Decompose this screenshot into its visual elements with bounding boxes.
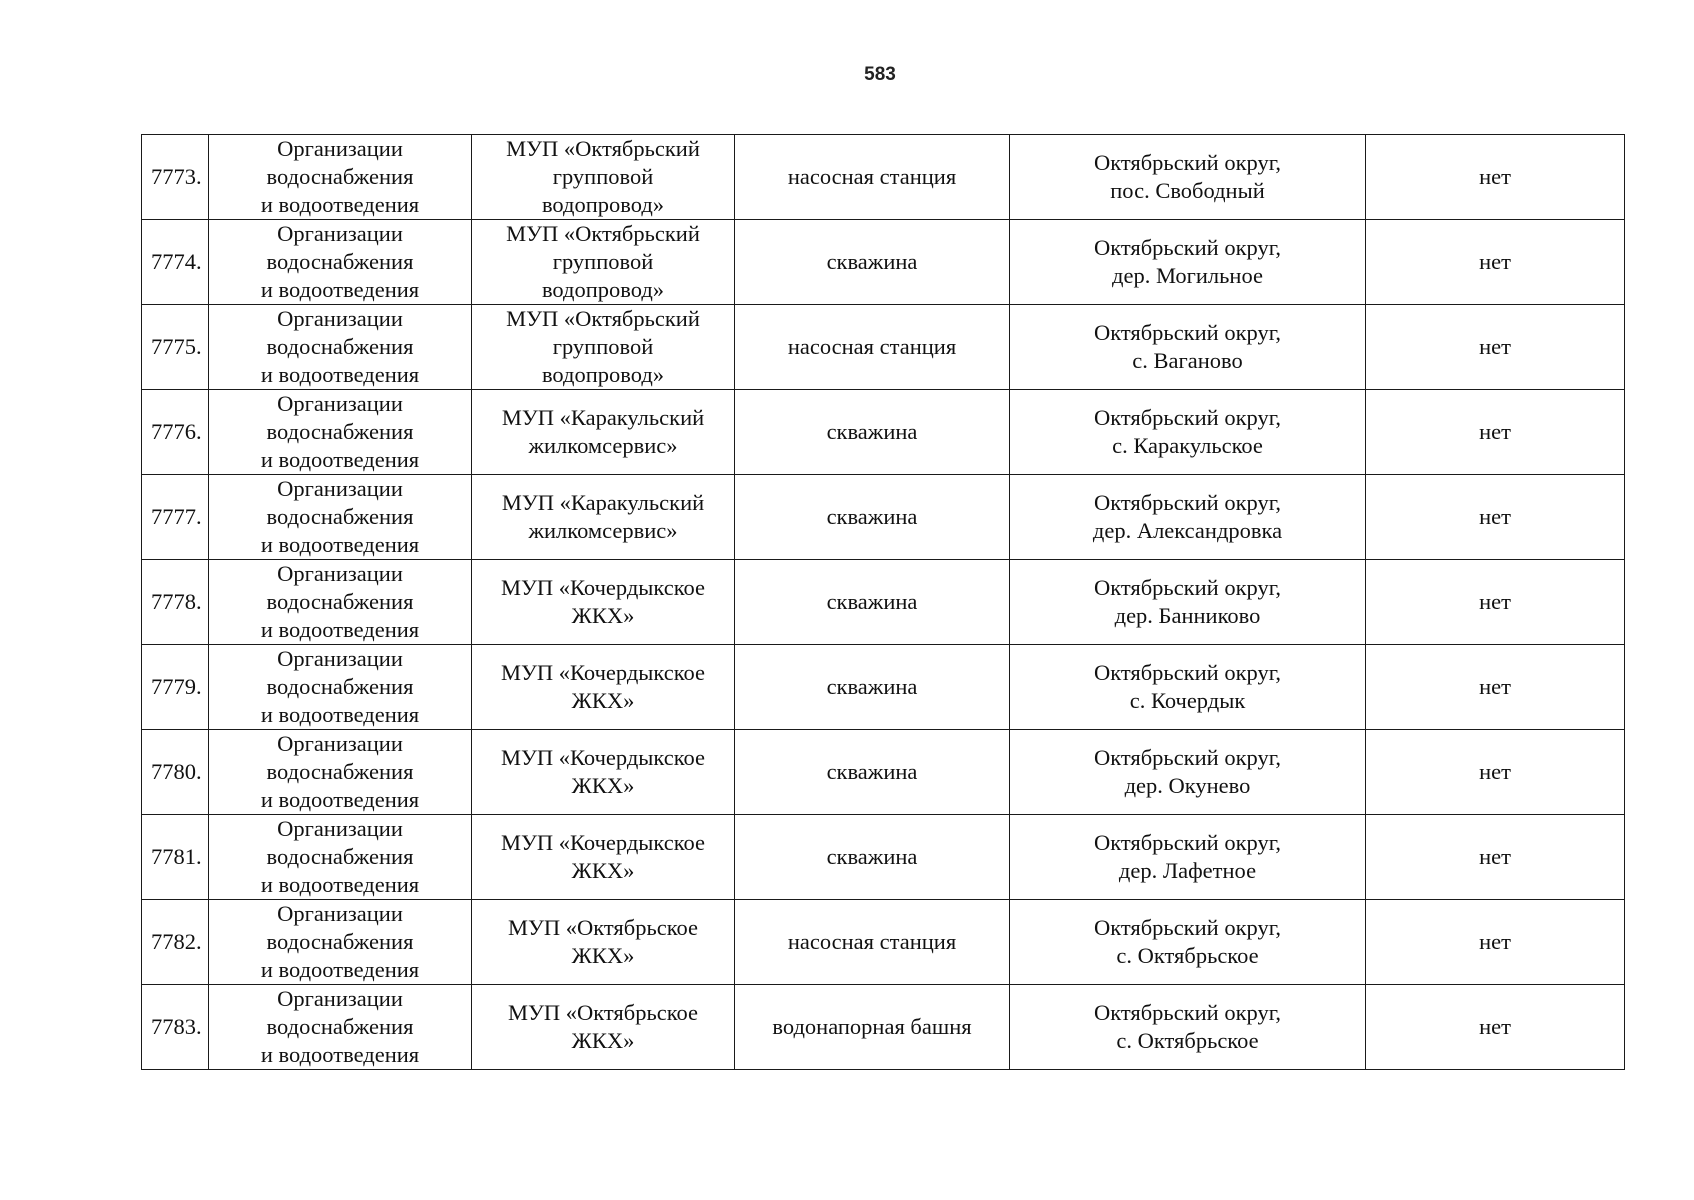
category-cell-line: и водоотведения — [260, 1042, 420, 1067]
category-cell — [209, 220, 472, 305]
organization-cell — [472, 985, 735, 1070]
category-cell-line: и водоотведения — [260, 787, 420, 812]
location-cell — [1010, 475, 1366, 560]
object-cell: насосная станция — [735, 900, 1010, 985]
flag-cell: нет — [1366, 135, 1625, 220]
organization-cell — [472, 560, 735, 645]
organization-cell-line: жилкомсервис» — [528, 433, 678, 458]
organization-cell — [472, 220, 735, 305]
table-body — [142, 135, 1625, 1070]
object-cell: скважина — [735, 815, 1010, 900]
category-cell-line: Организации — [277, 986, 403, 1011]
table-row — [142, 220, 1625, 305]
location-cell — [1010, 135, 1366, 220]
organization-cell — [472, 305, 735, 390]
table-row — [142, 645, 1625, 730]
location-cell-line: дер. Могильное — [1112, 263, 1263, 288]
organization-cell-line: групповой — [552, 334, 654, 359]
row-number-cell: 7776. — [142, 390, 209, 475]
category-cell — [209, 305, 472, 390]
organization-cell-line: МУП «Кочердыкское — [500, 660, 706, 685]
organization-cell-line: водопровод» — [541, 277, 665, 302]
category-cell-line: и водоотведения — [260, 702, 420, 727]
table-row — [142, 390, 1625, 475]
location-cell-line: с. Ваганово — [1132, 348, 1243, 373]
category-cell — [209, 985, 472, 1070]
organization-cell-line: ЖКХ» — [571, 858, 635, 883]
object-cell: скважина — [735, 730, 1010, 815]
table-row — [142, 815, 1625, 900]
category-cell-line: водоснабжения — [266, 334, 414, 359]
location-cell-line: дер. Лафетное — [1118, 858, 1257, 883]
category-cell-line: и водоотведения — [260, 532, 420, 557]
category-cell-line: водоснабжения — [266, 844, 414, 869]
category-cell-line: водоснабжения — [266, 249, 414, 274]
category-cell-line: Организации — [277, 816, 403, 841]
location-cell-line: Октябрьский округ, — [1093, 660, 1282, 685]
category-cell — [209, 475, 472, 560]
flag-cell: нет — [1366, 305, 1625, 390]
category-cell-line: и водоотведения — [260, 617, 420, 642]
row-number-cell: 7778. — [142, 560, 209, 645]
organization-cell-line: ЖКХ» — [571, 688, 635, 713]
row-number-cell: 7777. — [142, 475, 209, 560]
location-cell-line: Октябрьский округ, — [1093, 235, 1282, 260]
category-cell-line: водоснабжения — [266, 674, 414, 699]
category-cell-line: и водоотведения — [260, 277, 420, 302]
category-cell-line: и водоотведения — [260, 872, 420, 897]
organization-cell — [472, 900, 735, 985]
location-cell — [1010, 815, 1366, 900]
table-row — [142, 135, 1625, 220]
flag-cell: нет — [1366, 815, 1625, 900]
category-cell-line: Организации — [277, 476, 403, 501]
flag-cell: нет — [1366, 475, 1625, 560]
object-cell: насосная станция — [735, 135, 1010, 220]
location-cell-line: Октябрьский округ, — [1093, 490, 1282, 515]
location-cell — [1010, 985, 1366, 1070]
category-cell — [209, 815, 472, 900]
row-number-cell: 7774. — [142, 220, 209, 305]
category-cell-line: Организации — [277, 731, 403, 756]
location-cell-line: Октябрьский округ, — [1093, 150, 1282, 175]
category-cell-line: Организации — [277, 391, 403, 416]
row-number-cell: 7780. — [142, 730, 209, 815]
row-number-cell: 7773. — [142, 135, 209, 220]
organization-cell-line: МУП «Октябрьское — [507, 1000, 699, 1025]
object-cell: насосная станция — [735, 305, 1010, 390]
row-number-cell: 7783. — [142, 985, 209, 1070]
organization-cell-line: МУП «Кочердыкское — [500, 830, 706, 855]
category-cell-line: Организации — [277, 136, 403, 161]
organization-cell — [472, 730, 735, 815]
organization-cell-line: МУП «Каракульский — [501, 405, 705, 430]
category-cell-line: водоснабжения — [266, 589, 414, 614]
organization-cell-line: жилкомсервис» — [528, 518, 678, 543]
organization-cell-line: МУП «Кочердыкское — [500, 745, 706, 770]
location-cell — [1010, 220, 1366, 305]
row-number-cell: 7775. — [142, 305, 209, 390]
organization-cell — [472, 815, 735, 900]
organization-cell-line: МУП «Кочердыкское — [500, 575, 706, 600]
location-cell-line: Октябрьский округ, — [1093, 830, 1282, 855]
table-row — [142, 560, 1625, 645]
table-row — [142, 305, 1625, 390]
flag-cell: нет — [1366, 900, 1625, 985]
row-number-cell: 7782. — [142, 900, 209, 985]
table-row — [142, 475, 1625, 560]
organization-cell-line: ЖКХ» — [571, 1028, 635, 1053]
category-cell-line: и водоотведения — [260, 192, 420, 217]
organization-cell-line: групповой — [552, 249, 654, 274]
flag-cell: нет — [1366, 645, 1625, 730]
organization-cell-line: МУП «Октябрьский — [506, 306, 700, 331]
location-cell-line: дер. Окунево — [1124, 773, 1251, 798]
location-cell — [1010, 645, 1366, 730]
location-cell-line: с. Каракульское — [1112, 433, 1263, 458]
location-cell — [1010, 390, 1366, 475]
organization-cell-line: ЖКХ» — [571, 603, 635, 628]
location-cell-line: с. Октябрьское — [1116, 1028, 1259, 1053]
category-cell-line: и водоотведения — [260, 362, 420, 387]
flag-cell: нет — [1366, 560, 1625, 645]
location-cell-line: дер. Александровка — [1092, 518, 1283, 543]
table-row — [142, 985, 1625, 1070]
organization-cell — [472, 645, 735, 730]
location-cell-line: с. Октябрьское — [1116, 943, 1259, 968]
category-cell-line: Организации — [277, 646, 403, 671]
object-cell: скважина — [735, 220, 1010, 305]
category-cell — [209, 390, 472, 475]
category-cell-line: и водоотведения — [260, 447, 420, 472]
category-cell-line: водоснабжения — [266, 1014, 414, 1039]
page-number: 583 — [864, 64, 896, 85]
flag-cell: нет — [1366, 390, 1625, 475]
object-cell: скважина — [735, 560, 1010, 645]
location-cell — [1010, 900, 1366, 985]
organization-cell-line: водопровод» — [541, 362, 665, 387]
organization-cell-line: ЖКХ» — [571, 773, 635, 798]
location-cell-line: Октябрьский округ, — [1093, 575, 1282, 600]
location-cell-line: Октябрьский округ, — [1093, 320, 1282, 345]
object-cell: скважина — [735, 645, 1010, 730]
location-cell-line: Октябрьский округ, — [1093, 745, 1282, 770]
category-cell-line: водоснабжения — [266, 164, 414, 189]
location-cell-line: с. Кочердык — [1129, 688, 1246, 713]
category-cell — [209, 730, 472, 815]
category-cell-line: Организации — [277, 901, 403, 926]
organization-cell — [472, 390, 735, 475]
organization-cell-line: групповой — [552, 164, 654, 189]
category-cell-line: Организации — [277, 561, 403, 586]
category-cell — [209, 645, 472, 730]
category-cell-line: водоснабжения — [266, 759, 414, 784]
object-cell: скважина — [735, 390, 1010, 475]
location-cell-line: дер. Банниково — [1114, 603, 1261, 628]
organization-cell-line: МУП «Октябрьское — [507, 915, 699, 940]
object-cell: водонапорная башня — [735, 985, 1010, 1070]
category-cell-line: водоснабжения — [266, 504, 414, 529]
row-number-cell: 7779. — [142, 645, 209, 730]
category-cell-line: и водоотведения — [260, 957, 420, 982]
table-row — [142, 730, 1625, 815]
location-cell-line: пос. Свободный — [1110, 178, 1265, 203]
category-cell-line: Организации — [277, 221, 403, 246]
organization-cell — [472, 135, 735, 220]
category-cell — [209, 560, 472, 645]
organization-cell-line: ЖКХ» — [571, 943, 635, 968]
location-cell-line: Октябрьский округ, — [1093, 405, 1282, 430]
flag-cell: нет — [1366, 730, 1625, 815]
organization-cell-line: МУП «Каракульский — [501, 490, 705, 515]
row-number-cell: 7781. — [142, 815, 209, 900]
category-cell-line: Организации — [277, 306, 403, 331]
flag-cell: нет — [1366, 985, 1625, 1070]
organization-cell — [472, 475, 735, 560]
organization-cell-line: водопровод» — [541, 192, 665, 217]
flag-cell: нет — [1366, 220, 1625, 305]
object-cell: скважина — [735, 475, 1010, 560]
category-cell-line: водоснабжения — [266, 929, 414, 954]
location-cell-line: Октябрьский округ, — [1093, 915, 1282, 940]
location-cell — [1010, 730, 1366, 815]
category-cell — [209, 135, 472, 220]
table-row — [142, 900, 1625, 985]
location-cell-line: Октябрьский округ, — [1093, 1000, 1282, 1025]
category-cell — [209, 900, 472, 985]
registry-table — [141, 134, 1625, 1070]
organization-cell-line: МУП «Октябрьский — [506, 136, 700, 161]
location-cell — [1010, 305, 1366, 390]
organization-cell-line: МУП «Октябрьский — [506, 221, 700, 246]
category-cell-line: водоснабжения — [266, 419, 414, 444]
location-cell — [1010, 560, 1366, 645]
